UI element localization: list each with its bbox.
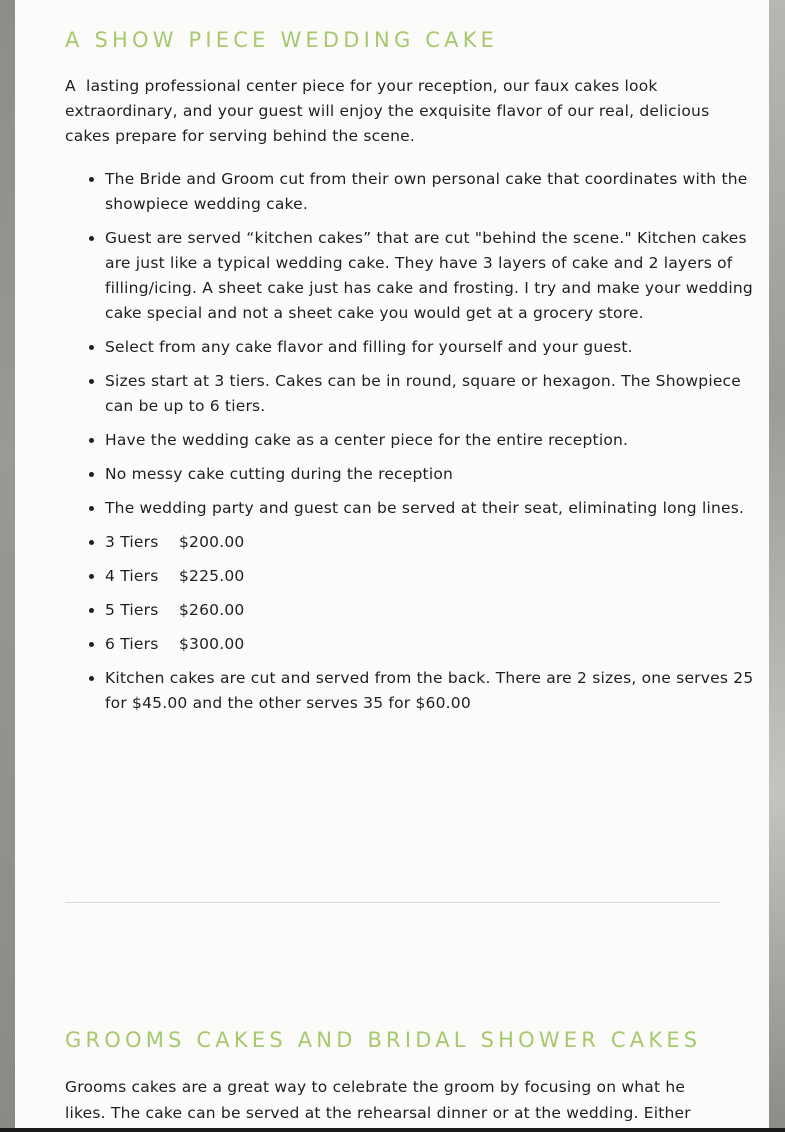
content-panel (15, 0, 769, 1128)
list-item: • Guest are served “kitchen cakes” that are cut "behind the scene." Kitchen cakes are just like a typical wedding cake. They have 3 layers of cake and 2 layers of filling/icing. A sheet cake just has cake and frosting. I try and make your wedding cake special and not a sheet cake you would get at a grocery store. (105, 226, 761, 326)
section-intro-grooms-cakes: Grooms cakes are a great way to celebrate the groom by focusing on what he likes. The cake can be served at the rehearsal dinner or at the wedding. Either (65, 1078, 691, 1122)
section-intro-wedding-cake: A lasting professional center piece for your reception, our faux cakes look extraordinary, and your guest will enjoy the exquisite flavor of our real, delicious cakes prepare for serving behind the scene. (65, 77, 715, 145)
price-item-4-tiers: • 4 Tiers $225.00 (105, 564, 761, 589)
list-item: • Kitchen cakes are cut and served from the back. There are 2 sizes, one serves 25 for $45.00 and the other serves 35 for $60.00 (105, 666, 761, 716)
bottom-edge-bar (0, 1128, 785, 1132)
list-item: • Select from any cake flavor and filling for yourself and your guest. (105, 335, 761, 360)
section-title-wedding-cake: A SHOW PIECE WEDDING CAKE (65, 28, 499, 52)
list-item: • Sizes start at 3 tiers. Cakes can be in round, square or hexagon. The Showpiece can be up to 6 tiers. (105, 369, 761, 419)
list-item: • No messy cake cutting during the reception (105, 462, 761, 487)
background-left (0, 0, 15, 1132)
price-item-5-tiers: • 5 Tiers $260.00 (105, 598, 761, 623)
price-item-6-tiers: • 6 Tiers $300.00 (105, 632, 761, 657)
price-item-3-tiers: • 3 Tiers $200.00 (105, 530, 761, 555)
list-item: • The wedding party and guest can be served at their seat, eliminating long lines. (105, 496, 761, 521)
list-item: • The Bride and Groom cut from their own personal cake that coordinates with the showpiece wedding cake. (105, 167, 761, 217)
section-divider (65, 902, 720, 903)
section-title-grooms-cakes: GROOMS CAKES AND BRIDAL SHOWER CAKES (65, 1028, 702, 1052)
list-item: • Have the wedding cake as a center piece for the entire reception. (105, 428, 761, 453)
background-right (769, 0, 785, 1132)
wedding-cake-bullet-list (65, 167, 761, 725)
